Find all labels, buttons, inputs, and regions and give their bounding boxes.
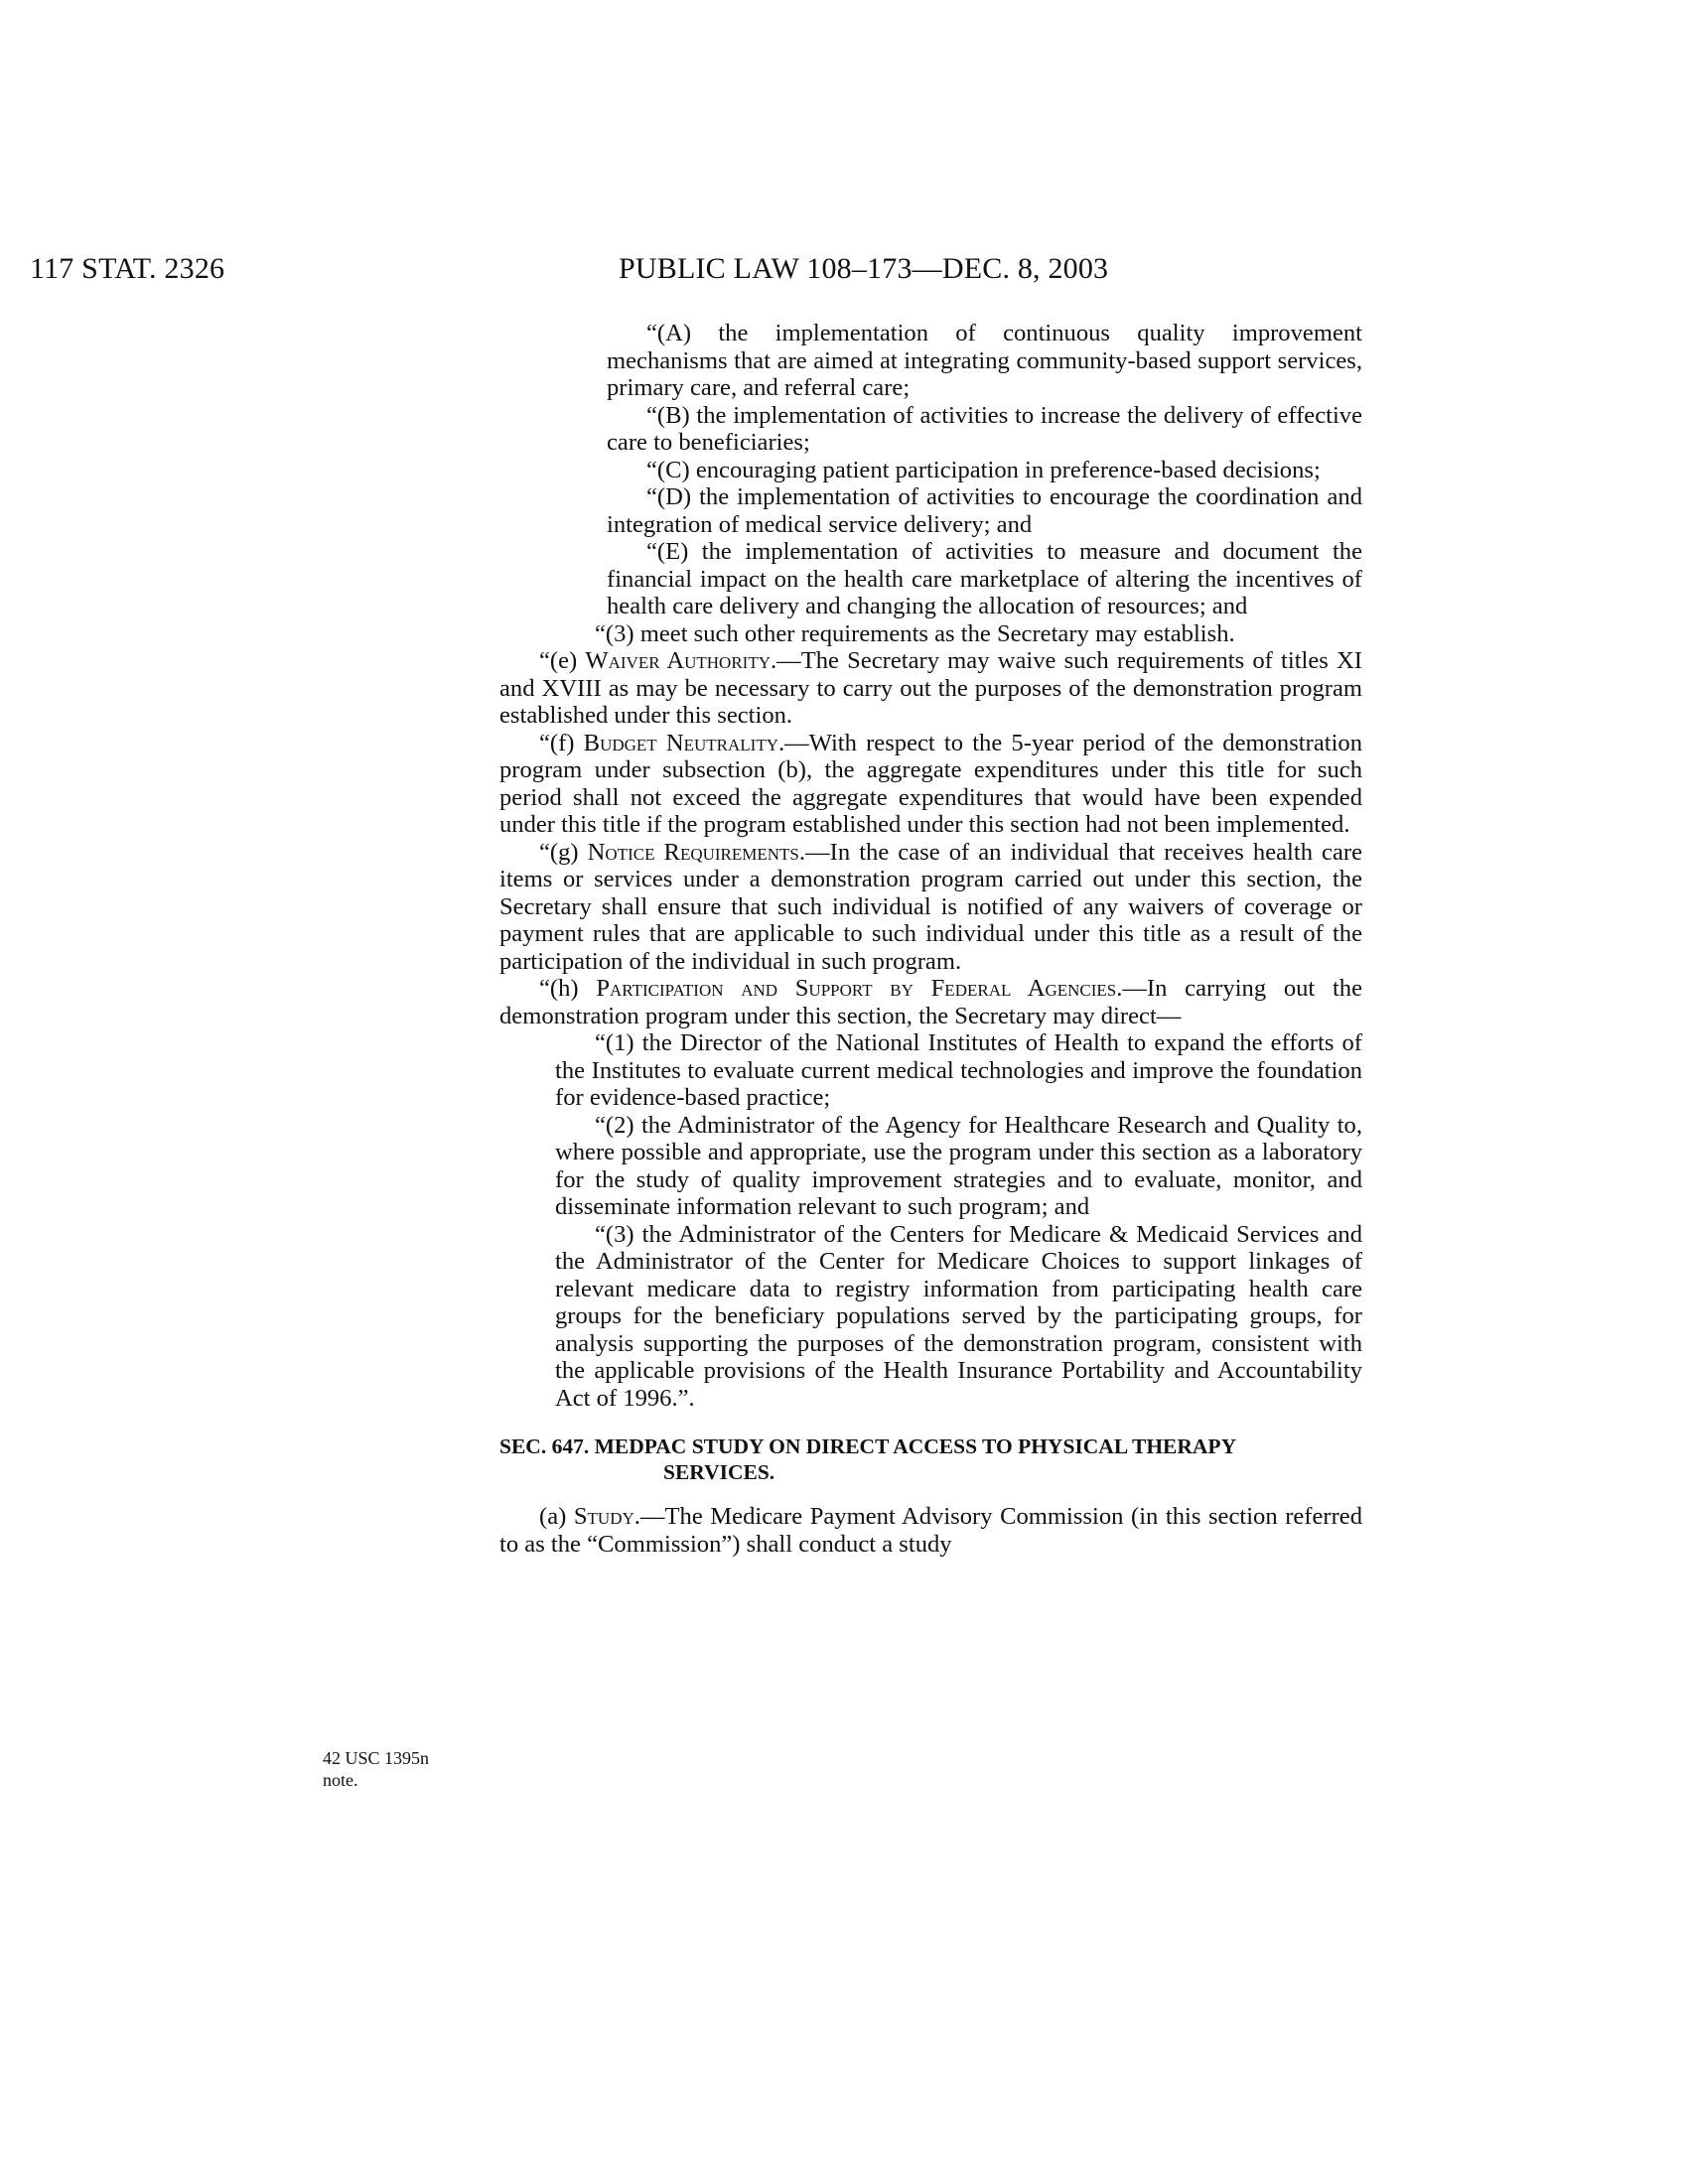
subsection-e-heading: Waiver Authority (585, 647, 771, 674)
section-647-heading-line2: SERVICES. (663, 1460, 775, 1484)
subsection-e-text: .—The Secretary may waive such requirements of titles XI and XVIII as may be necessary to carry out the purposes of the demonstration program established under this section. (499, 647, 1362, 729)
section-647-subsection-a (499, 1503, 1362, 1558)
margin-note-line1: 42 USC 1395n (323, 1748, 430, 1768)
paragraph-3: “(3) meet such other requirements as the Secretary may establish. (595, 619, 1235, 647)
section-647-heading-line1: SEC. 647. MEDPAC STUDY ON DIRECT ACCESS TO PHYSICAL THERAPY (499, 1434, 1237, 1458)
subsection-h (499, 975, 1362, 1029)
subsection-g-heading: Notice Requirements (587, 838, 799, 866)
subsection-g-text: .—In the case of an individual that receives health care items or services under a demonstration program carried out under this section, the Secretary shall ensure that such individual is notified of any waivers of coverage or payment rules that are applicable to such individual under this title as a result of the participation of the individual in such program. (499, 838, 1362, 975)
paragraph-e: “(E) the implementation of activities to measure and document the financial impact on the health care marketplace of altering the incentives of health care delivery and changing the allocation of resources; and (607, 538, 1362, 619)
margin-note-line2: note. (323, 1770, 358, 1790)
subsection-f-text: .—With respect to the 5-year period of the demonstration program under subsection (b), the aggregate expenditures under this title for such period shall not exceed the aggregate expenditures that would have been expended under this title if the program established under this section had not been implemented. (499, 729, 1363, 838)
subsection-g (499, 839, 1362, 976)
study-prefix: (a) (539, 1503, 574, 1530)
study-heading: Study (573, 1503, 634, 1530)
paragraph-c: “(C) encouraging patient participation in preference-based decisions; (646, 456, 1321, 483)
law-text-body (499, 320, 1362, 1558)
subsection-e-prefix: “(e) (539, 647, 586, 674)
subsection-h-text: .—In carrying out the demonstration program under this section, the Secretary may direct— (499, 975, 1363, 1029)
subsection-g-prefix: “(g) (539, 838, 588, 866)
subsection-h-prefix: “(h) (539, 975, 597, 1002)
paragraph-h2: “(2) the Administrator of the Agency for Healthcare Research and Quality to, where possible and appropriate, use the program under this section as a laboratory for the study of quality improvement strategies and to evaluate, monitor, and disseminate information relevant to such program; and (555, 1111, 1362, 1220)
public-law-running-head: PUBLIC LAW 108–173—DEC. 8, 2003 (619, 252, 1109, 285)
paragraph-a: “(A) the implementation of continuous quality improvement mechanisms that are aimed at integrating community-based support services, primary care, and referral care; (607, 320, 1362, 401)
subsection-h-heading: Participation and Support by Federal Agencies (596, 975, 1117, 1002)
paragraph-h3: “(3) the Administrator of the Centers for Medicare & Medicaid Services and the Administrator of the Center for Medicare Choices to support linkages of relevant medicare data to registry information from participating health care groups for the beneficiary populations served by the participating groups, for analysis supporting the purposes of the demonstration program, consistent with the applicable provisions of the Health Insurance Portability and Accountability Act of 1996.”. (555, 1220, 1362, 1412)
subsection-f (499, 730, 1362, 839)
section-spacer (499, 1412, 1362, 1433)
paragraph-b: “(B) the implementation of activities to increase the delivery of effective care to beneficiaries; (607, 401, 1362, 456)
subsection-e (499, 647, 1362, 730)
section-647-heading (499, 1433, 1362, 1485)
stat-page-reference: 117 STAT. 2326 (30, 252, 225, 285)
margin-note-usc (323, 1747, 472, 1791)
subsection-f-prefix: “(f) (539, 729, 584, 756)
study-text: .—The Medicare Payment Advisory Commission (in this section referred to as the “Commission”) shall conduct a study (499, 1503, 1362, 1558)
paragraph-h1: “(1) the Director of the National Institutes of Health to expand the efforts of the Institutes to evaluate current medical technologies and improve the foundation for evidence-based practice; (555, 1029, 1362, 1111)
paragraph-d: “(D) the implementation of activities to encourage the coordination and integration of medical service delivery; and (607, 483, 1362, 538)
subsection-f-heading: Budget Neutrality (583, 729, 778, 756)
